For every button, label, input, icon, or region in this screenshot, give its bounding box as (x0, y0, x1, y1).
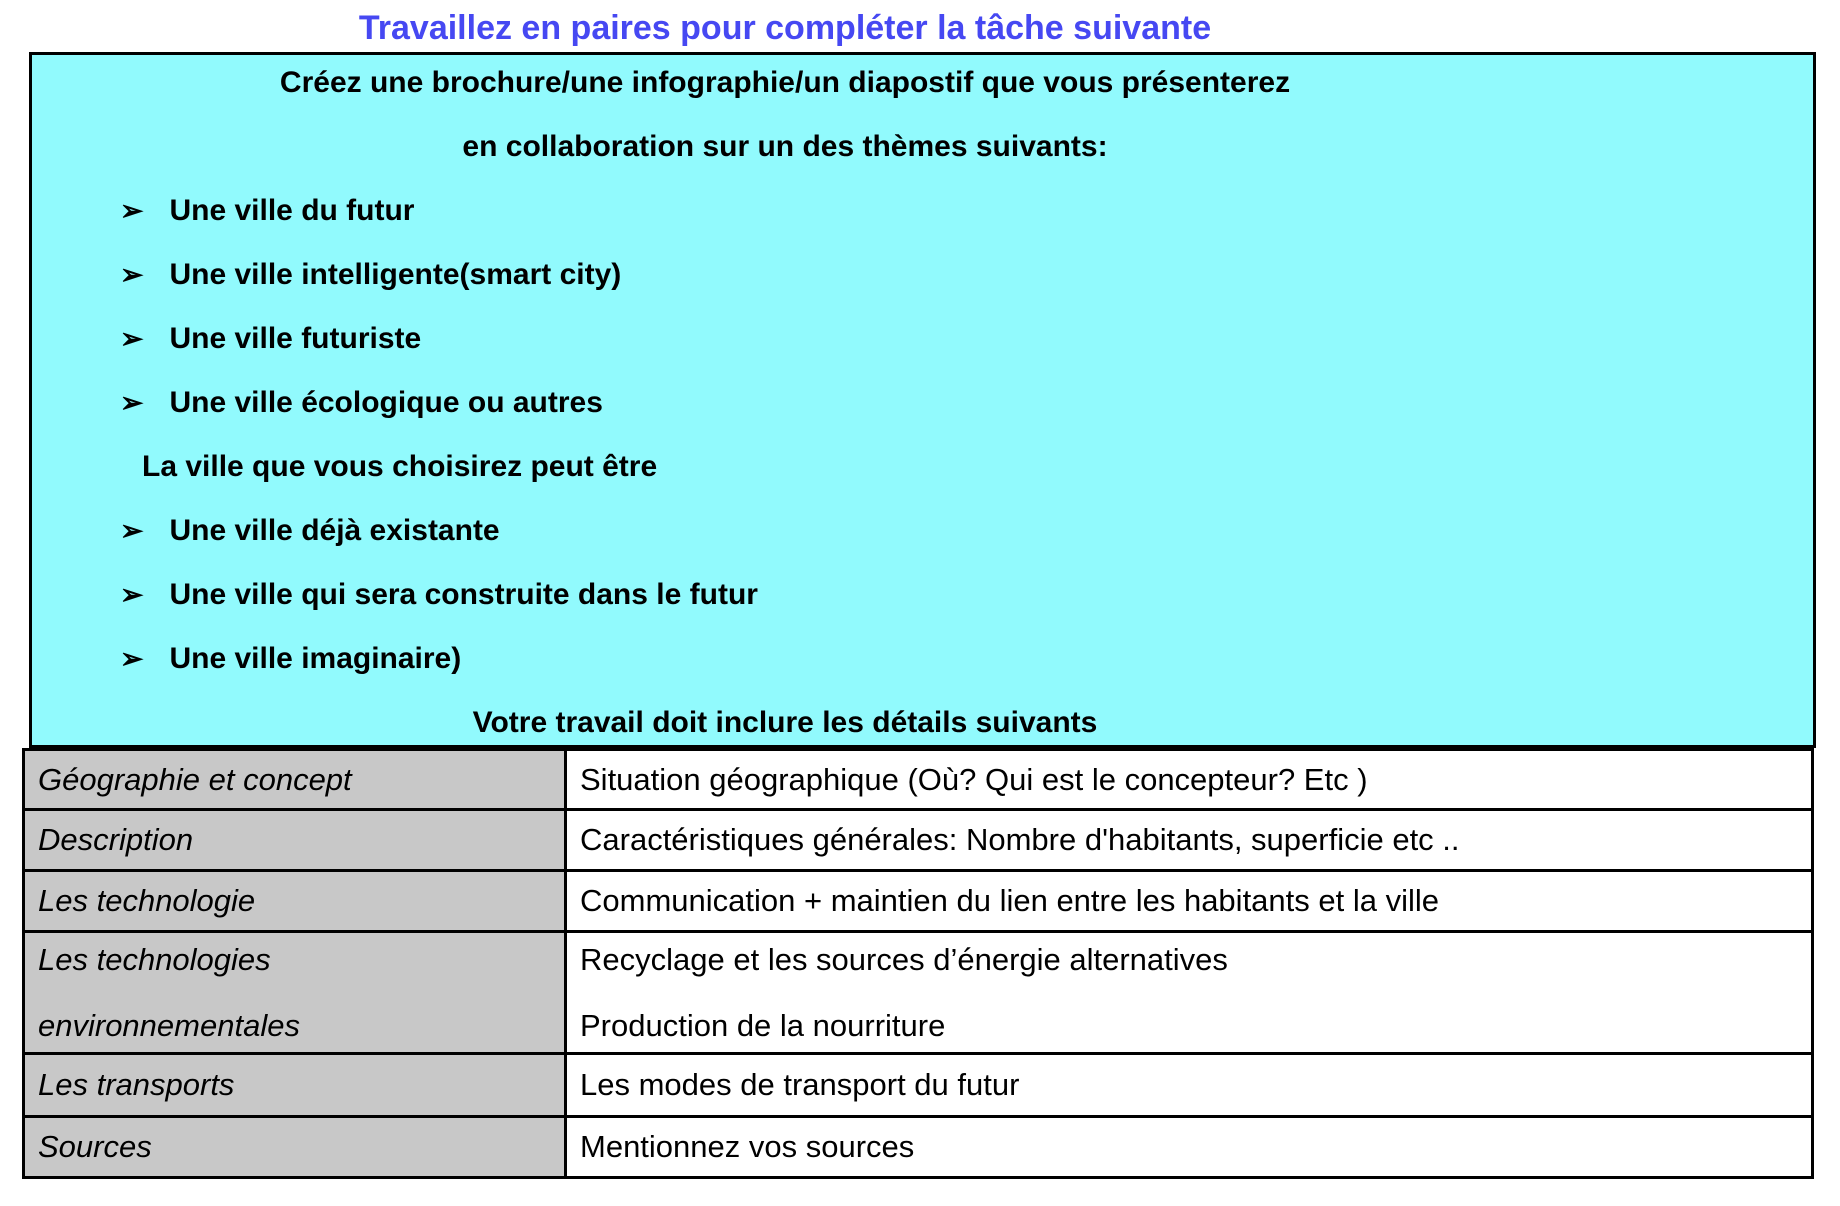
theme-list-item (32, 191, 1813, 231)
row-label-cell (25, 811, 567, 869)
row-label-cell (25, 933, 567, 1052)
row-value: Les modes de transport du futur (580, 1067, 1020, 1102)
row-label: Sources (38, 1129, 152, 1164)
page-title: Travaillez en paires pour compléter la tâche suivante (358, 9, 1212, 47)
row-label-cell (25, 1118, 567, 1176)
row-value-cell (567, 933, 1811, 1052)
row-value-cell (567, 751, 1811, 808)
theme-item-label: Une ville écologique ou autres (169, 386, 603, 419)
row-value-line: Production de la nourriture (580, 1007, 946, 1043)
arrow-bullet-icon: ➢ (120, 323, 144, 354)
city-option-label: Une ville déjà existante (169, 514, 500, 547)
theme-item-label: Une ville du futur (169, 194, 415, 227)
city-choice-subheading: La ville que vous choisirez peut être (142, 450, 658, 483)
table-row (25, 1052, 1811, 1115)
row-value-cell (567, 872, 1811, 930)
arrow-bullet-icon: ➢ (120, 195, 144, 226)
theme-list-item (32, 383, 1813, 423)
row-label: Description (38, 822, 194, 857)
row-label-line: Les technologies (38, 941, 271, 977)
city-option-label: Une ville qui sera construite dans le futur (169, 578, 758, 611)
row-value-cell (567, 1118, 1811, 1176)
table-row (25, 1115, 1811, 1176)
theme-item-label: Une ville futuriste (169, 322, 422, 355)
city-option-list-item (32, 511, 1813, 551)
table-row (25, 869, 1811, 930)
table-row (25, 930, 1811, 1052)
row-label-line: environnementales (38, 1007, 300, 1043)
details-table (22, 748, 1814, 1179)
row-value: Mentionnez vos sources (580, 1129, 915, 1164)
city-option-label: Une ville imaginaire) (169, 642, 462, 675)
arrow-bullet-icon: ➢ (120, 643, 144, 674)
row-value: Caractéristiques générales: Nombre d'habitants, superficie etc .. (580, 822, 1460, 857)
theme-item-label: Une ville intelligente(smart city) (169, 258, 622, 291)
arrow-bullet-icon: ➢ (120, 579, 144, 610)
theme-list-item (32, 255, 1813, 295)
arrow-bullet-icon: ➢ (120, 387, 144, 418)
table-row (25, 751, 1811, 808)
arrow-bullet-icon: ➢ (120, 259, 144, 290)
table-row (25, 808, 1811, 869)
row-label-cell (25, 1055, 567, 1115)
theme-list-item (32, 319, 1813, 359)
city-option-list-item (32, 575, 1813, 615)
row-value-cell (567, 811, 1811, 869)
row-value-cell (567, 1055, 1811, 1115)
row-value: Situation géographique (Où? Qui est le concepteur? Etc ) (580, 761, 1368, 797)
row-label-cell (25, 872, 567, 930)
row-label: Géographie et concept (38, 761, 352, 797)
row-value-line: Recyclage et les sources d’énergie alternatives (580, 941, 1228, 977)
row-label-cell (25, 751, 567, 808)
row-value: Communication + maintien du lien entre les habitants et la ville (580, 883, 1439, 918)
city-option-list-item (32, 639, 1813, 679)
row-label: Les transports (38, 1067, 235, 1102)
task-footer-heading: Votre travail doit inclure les détails suivants (472, 706, 1098, 739)
arrow-bullet-icon: ➢ (120, 515, 144, 546)
task-intro-line-1: Créez une brochure/une infographie/un diapostif que vous présenterez (279, 66, 1291, 99)
task-instructions-box (29, 52, 1816, 748)
task-intro-line-2: en collaboration sur un des thèmes suivants: (462, 130, 1108, 163)
row-label: Les technologie (38, 883, 256, 918)
